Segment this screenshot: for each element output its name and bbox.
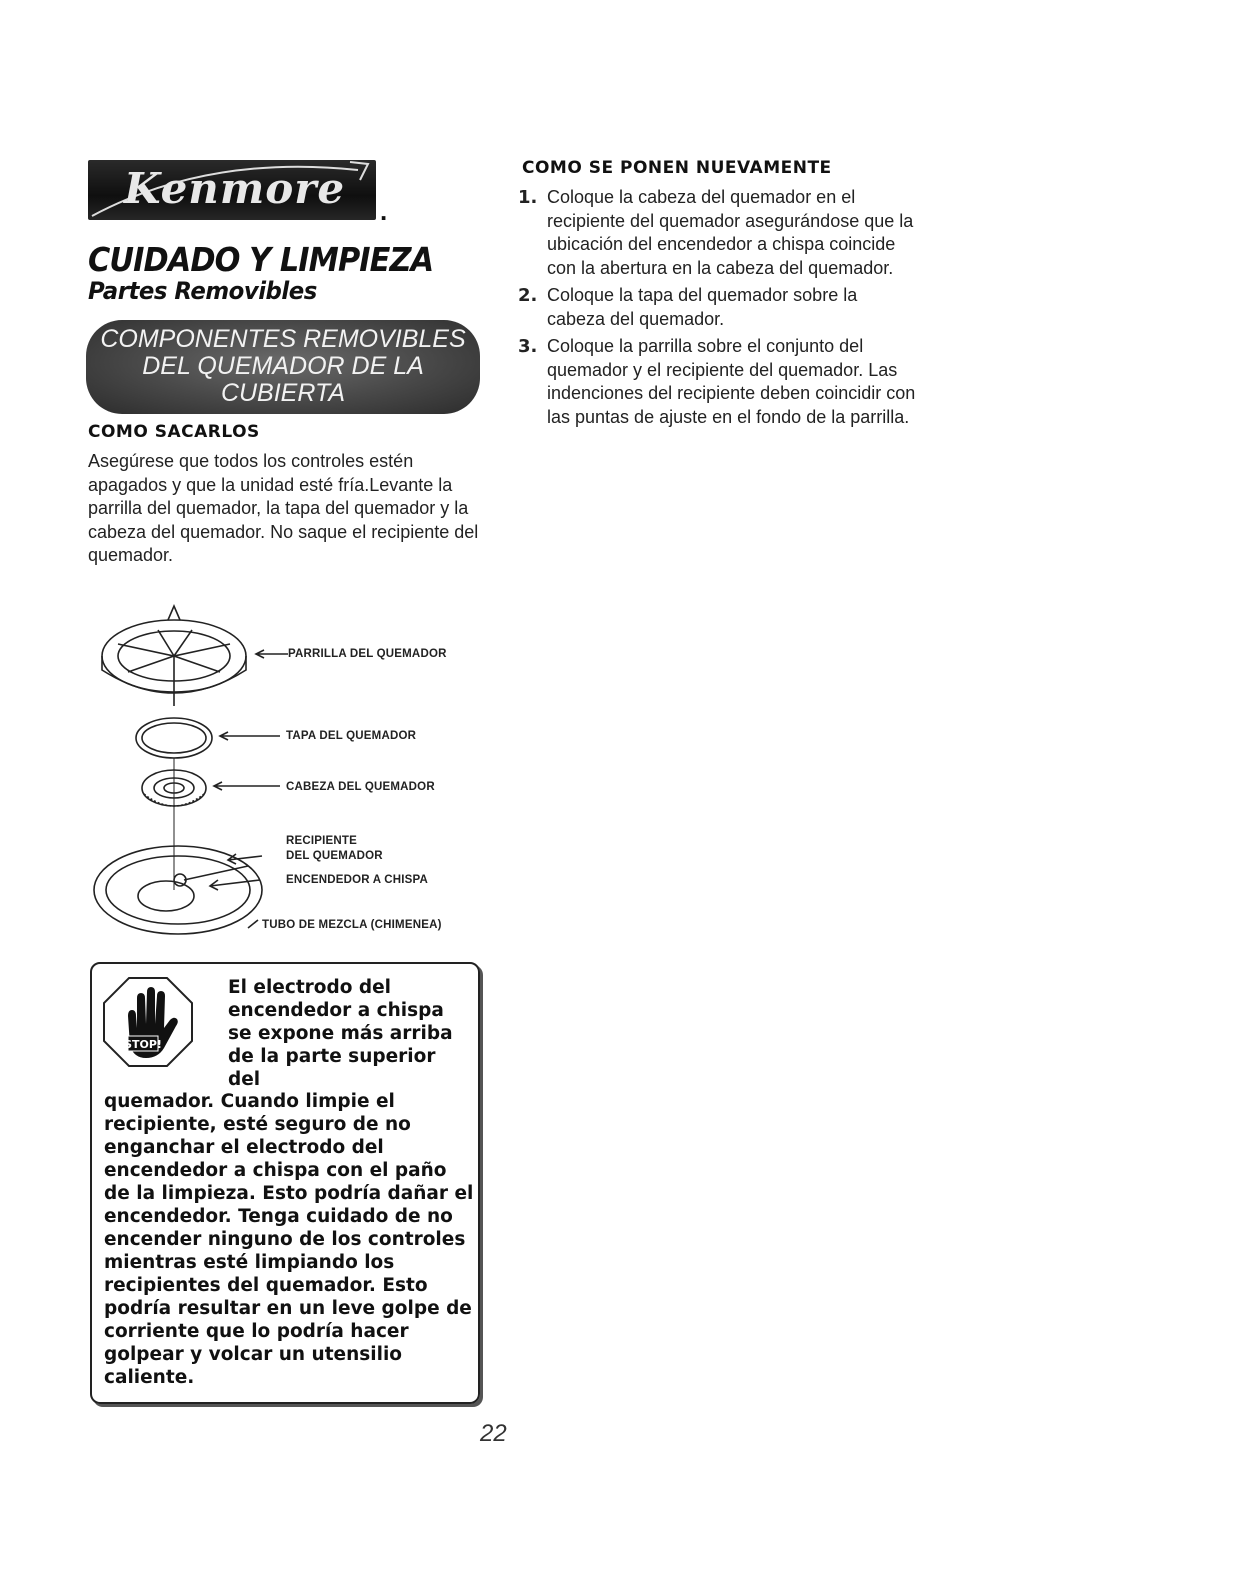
banner-line-2: DEL QUEMADOR DE LA bbox=[142, 352, 424, 380]
step-number: 3. bbox=[518, 336, 538, 357]
step-text: Coloque la cabeza del quemador en el recipiente del quemador asegurándose que la ubicación del encendedor a chispa coincide con la abertura en la cabeza del quemador. bbox=[547, 187, 914, 278]
warning-text-top: El electrodo del encendedor a chispa se expone más arriba de la parte superior del bbox=[228, 977, 453, 1090]
burner-grate-drawing bbox=[102, 606, 246, 706]
section-banner bbox=[86, 320, 480, 414]
reinstall-steps bbox=[518, 186, 918, 433]
stop-icon-text: STOP! bbox=[124, 1038, 162, 1051]
step-text: Coloque la parrilla sobre el conjunto del quemador y el recipiente del quemador. Las indenciones del recipiente deben coincidir con las puntas de ajuste en el fondo de la parrilla. bbox=[547, 336, 916, 427]
kenmore-logo bbox=[88, 160, 376, 220]
warning-text-bottom: quemador. Cuando limpie el recipiente, esté seguro de no enganchar el electrodo del encendedor a chispa con el paño de la limpieza. Esto podría dañar el encendedor. Tenga cuidado de no encender ninguno de los controles mientras esté limpiando los recipientes del quemador. Esto podría resultar en un leve golpe de corriente que lo podría hacer golpear y volcar un utensilio caliente. bbox=[104, 1091, 474, 1388]
banner-line-1: COMPONENTES REMOVIBLES bbox=[100, 325, 466, 353]
page-subtitle: Partes Removibles bbox=[88, 277, 317, 305]
burner-cap-drawing bbox=[136, 718, 212, 758]
label-spark-igniter: ENCENDEDOR A CHISPA bbox=[286, 874, 429, 886]
step-item bbox=[518, 186, 918, 280]
page-title: CUIDADO Y LIMPIEZA bbox=[88, 240, 434, 279]
removal-heading: COMO SACARLOS bbox=[88, 422, 260, 442]
stop-hand-icon bbox=[102, 976, 194, 1068]
reinstall-heading: COMO SE PONEN NUEVAMENTE bbox=[522, 158, 832, 178]
step-item bbox=[518, 335, 918, 429]
label-burner-grate: PARRILLA DEL QUEMADOR bbox=[288, 648, 447, 660]
label-mixing-tube: TUBO DE MEZCLA (CHIMENEA) bbox=[262, 919, 442, 931]
label-burner-cap: TAPA DEL QUEMADOR bbox=[286, 730, 417, 742]
logo-dot: . bbox=[380, 196, 388, 226]
step-number: 1. bbox=[518, 187, 538, 208]
step-text: Coloque la tapa del quemador sobre la cabeza del quemador. bbox=[547, 285, 858, 329]
label-burner-head: CABEZA DEL QUEMADOR bbox=[286, 781, 435, 793]
step-item bbox=[518, 284, 918, 331]
label-burner-bowl-2: DEL QUEMADOR bbox=[286, 850, 383, 862]
label-burner-bowl-1: RECIPIENTE bbox=[286, 835, 358, 847]
step-number: 2. bbox=[518, 285, 538, 306]
logo-wordmark: Kenmore bbox=[124, 164, 346, 213]
page-number: 22 bbox=[480, 1420, 507, 1447]
banner-line-3: CUBIERTA bbox=[220, 379, 346, 407]
removal-instructions: Asegúrese que todos los controles estén apagados y que la unidad esté fría.Levante la parrilla del quemador, la tapa del quemador y la cabeza del quemador. No saque el recipiente del quemador. bbox=[88, 451, 479, 565]
burner-parts-diagram bbox=[88, 598, 488, 958]
